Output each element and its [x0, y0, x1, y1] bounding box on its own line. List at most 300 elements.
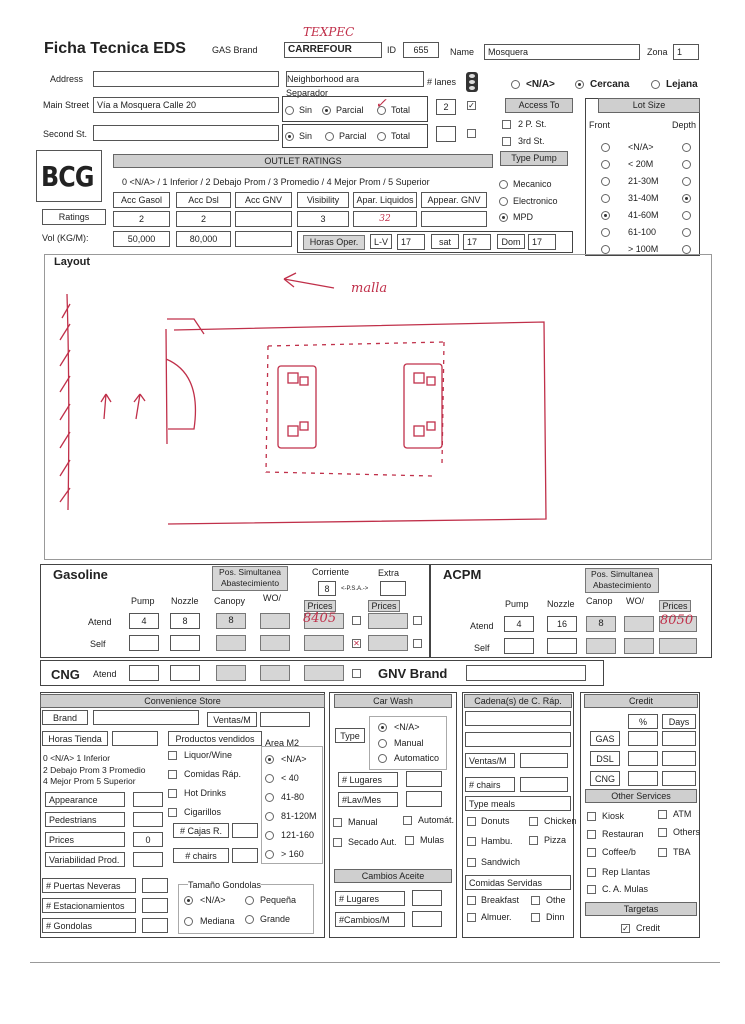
store-title: Convenience Store — [40, 694, 325, 708]
credit-title: Credit — [584, 694, 698, 708]
gas-self-check-2[interactable] — [413, 639, 422, 648]
producto-checkbox-2[interactable] — [168, 789, 177, 798]
store-metric-field-0[interactable] — [133, 792, 163, 807]
carwash-lav-label: #Lav/Mes — [338, 792, 398, 807]
acpm-col-wo: WO/ — [626, 596, 644, 606]
lot-front-radio-1[interactable] — [601, 160, 610, 169]
access-2pst-label: 2 P. St. — [518, 119, 547, 129]
gondolas-mediana-label: Mediana — [200, 916, 235, 926]
meal-donuts-label: Donuts — [481, 816, 510, 826]
area-radio-5[interactable] — [265, 850, 274, 859]
gas-self-price-2[interactable] — [368, 635, 408, 651]
credit-row-days-0[interactable] — [662, 731, 696, 746]
bcg-logo — [36, 150, 102, 202]
other-service-checkbox-3[interactable] — [658, 828, 667, 837]
gas-col-wo: WO/ — [263, 593, 281, 603]
gas-self-label: Self — [90, 639, 106, 649]
separador-sin-radio[interactable] — [285, 106, 294, 115]
meal-hambu-label: Hambu. — [481, 836, 513, 846]
layout-title: Layout — [54, 256, 91, 268]
outlet-vol-0[interactable]: 50,000 — [113, 231, 170, 247]
gas-self-canopy[interactable] — [216, 635, 246, 651]
carwash-manual-checkbox[interactable] — [333, 818, 342, 827]
dom-field[interactable]: 17 — [528, 234, 556, 250]
gondolas-pequena-label: Pequeña — [260, 895, 297, 905]
credit-row-days-1[interactable] — [662, 751, 696, 766]
comida-othe-label: Othe — [546, 895, 566, 905]
outlet-col-4: Apar. Liquidos — [353, 192, 417, 208]
store-metric-field-2[interactable]: 0 — [133, 832, 163, 847]
form-title: Ficha Tecnica EDS — [44, 40, 186, 57]
pump-electronico-radio[interactable] — [499, 197, 508, 206]
lv-label: L-V — [370, 234, 392, 249]
store-chairs-label: # chairs — [173, 848, 229, 863]
lot-option-label-0: <N/A> — [628, 142, 654, 152]
producto-label-0: Liquor/Wine — [184, 750, 233, 760]
area-label-4: 121-160 — [281, 830, 315, 840]
other-service-label-0: Kiosk — [602, 811, 625, 821]
meal-sandwich-label: Sandwich — [481, 857, 521, 867]
outlet-col-0: Acc Gasol — [113, 192, 170, 208]
psa-label: <-P.S.A.-> — [341, 586, 369, 592]
acpm-atend-canop[interactable]: 8 — [586, 616, 616, 632]
store-chairs-field[interactable] — [232, 848, 258, 863]
outlet-rating-5[interactable] — [421, 211, 487, 227]
outlet-vol-1[interactable]: 80,000 — [176, 231, 231, 247]
credit-row-label-0: GAS — [590, 731, 620, 746]
lot-depth-radio-1[interactable] — [682, 160, 691, 169]
gas-atend-wo[interactable] — [260, 613, 290, 629]
cadena-chairs-field[interactable] — [520, 777, 568, 792]
meal-pizza-checkbox[interactable] — [529, 836, 538, 845]
carwash-manual-check-label: Manual — [348, 817, 378, 827]
store-horas-label: Horas Tienda — [42, 731, 108, 746]
extra-label: Extra — [378, 568, 400, 578]
outlet-scale: 0 <N/A> / 1 Inferior / 2 Debajo Prom / 3 Promedio / 4 Mejor Prom / 5 Superior — [122, 177, 430, 187]
acpm-pos-sim: Pos. Simultanea Abastecimiento — [585, 568, 659, 593]
carwash-auto-label: Automatico — [394, 753, 440, 763]
acpm-title: ACPM — [443, 567, 482, 582]
separador-parcial-radio[interactable] — [322, 106, 331, 115]
cadena-ventas-label: Ventas/M — [465, 753, 515, 768]
gas-self-nozzle[interactable] — [170, 635, 200, 651]
separador-parcial-label: Parcial — [336, 105, 364, 115]
lanes-checkbox[interactable]: ✓ — [468, 101, 475, 110]
lot-front-radio-6[interactable] — [601, 245, 610, 254]
outlet-col-2: Acc GNV — [235, 192, 292, 208]
credit-row-label-2: CNG — [590, 771, 620, 786]
area-radio-1[interactable] — [265, 774, 274, 783]
carwash-mulas-checkbox[interactable] — [405, 836, 414, 845]
gas-brand-field[interactable]: CARREFOUR — [284, 42, 382, 58]
carwash-secado-checkbox[interactable] — [333, 838, 342, 847]
area-label-0: <N/A> — [281, 754, 307, 764]
acpm-self-nozzle[interactable] — [547, 638, 577, 654]
producto-label-2: Hot Drinks — [184, 788, 227, 798]
store-productos-label: Productos vendidos — [168, 731, 262, 746]
acpm-self-wo[interactable] — [624, 638, 654, 654]
gas-col-prices-1: Prices — [304, 600, 336, 612]
access-3rd-label: 3rd St. — [518, 136, 545, 146]
lot-depth-radio-3[interactable] — [682, 194, 691, 203]
gas-atend-nozzle[interactable]: 8 — [170, 613, 200, 629]
gondolas-label: Tamaño Gondolas — [188, 880, 262, 890]
acpm-col-canop: Canop — [586, 596, 613, 606]
carwash-type-label: Type — [335, 728, 365, 743]
area-radio-2[interactable] — [265, 793, 274, 802]
cadena-chairs-label: # chairs — [465, 777, 515, 792]
lot-depth-radio-0[interactable] — [682, 143, 691, 152]
neighborhood-field[interactable] — [286, 71, 424, 87]
area-label-2: 41-80 — [281, 792, 305, 802]
lot-depth-radio-6[interactable] — [682, 245, 691, 254]
gasoline-pos-sim: Pos. Simultanea Abastecimiento — [212, 566, 288, 591]
second-st-label: Second St. — [43, 129, 88, 139]
producto-checkbox-0[interactable] — [168, 751, 177, 760]
carwash-secado-check-label: Secado Aut. — [348, 837, 397, 847]
address-field[interactable] — [93, 71, 279, 87]
gas-brand-handwritten: TEXPEC — [303, 25, 355, 39]
other-services-title: Other Services — [585, 789, 697, 803]
cng-atend-wo[interactable] — [260, 665, 290, 681]
gas-brand-label: GAS Brand — [212, 45, 258, 55]
lot-front-label: Front — [589, 120, 611, 130]
cadena-comidas-title: Comidas Servidas — [465, 875, 571, 890]
gas-col-nozzle: Nozzle — [171, 596, 199, 606]
lot-option-label-6: > 100M — [628, 244, 659, 254]
store-ventas-label: Ventas/M — [207, 712, 257, 727]
area-label-5: > 160 — [281, 849, 304, 859]
comida-breakfast-label: Breakfast — [481, 895, 520, 905]
lot-depth-radio-5[interactable] — [682, 228, 691, 237]
gondolas-mediana-radio[interactable] — [184, 917, 193, 926]
gondolas-grande-radio[interactable] — [245, 915, 254, 924]
lot-front-radio-2[interactable] — [601, 177, 610, 186]
credit-row-label-1: DSL — [590, 751, 620, 766]
second-st-sin-label: Sin — [299, 131, 313, 141]
store-area-label: Area M2 — [265, 738, 300, 748]
lot-option-label-2: 21-30M — [628, 176, 659, 186]
other-service-checkbox-1[interactable] — [658, 810, 667, 819]
cambios-title: Cambios Aceite — [334, 869, 452, 883]
comida-othe-checkbox[interactable] — [531, 896, 540, 905]
main-street-label: Main Street — [43, 100, 90, 110]
gas-col-pump: Pump — [131, 596, 155, 606]
separador-sin-label: Sin — [299, 105, 313, 115]
gasoline-title: Gasoline — [53, 567, 108, 582]
pump-mpd-label: MPD — [513, 212, 533, 222]
store-metric-field-3[interactable] — [133, 852, 163, 867]
gas-atend-canopy[interactable]: 8 — [216, 613, 246, 629]
neighborhood-label: Neighborhood ara — [287, 74, 360, 84]
gas-atend-price-2[interactable] — [368, 613, 408, 629]
store-metric-label-1: Pedestrians — [45, 812, 125, 827]
acpm-self-canop[interactable] — [586, 638, 616, 654]
producto-label-1: Comidas Ráp. — [184, 769, 242, 779]
comida-dinn-checkbox[interactable] — [531, 913, 540, 922]
second-st-parcial-label: Parcial — [339, 131, 367, 141]
cadena-field-2[interactable] — [465, 732, 571, 747]
acpm-self-pump[interactable] — [504, 638, 534, 654]
cng-atend-pump[interactable] — [129, 665, 159, 681]
gas-atend-check-2[interactable] — [413, 616, 422, 625]
lanes-label: # lanes — [427, 77, 457, 87]
other-service-checkbox-7[interactable] — [587, 885, 596, 894]
lv-field[interactable]: 17 — [397, 234, 425, 250]
store-count-field-0[interactable] — [142, 878, 168, 893]
cadena-title: Cadena(s) de C. Ráp. — [464, 694, 572, 708]
sketch-lot-outline — [168, 322, 546, 524]
proximity-na-label: <N/A> — [526, 79, 555, 90]
lot-depth-radio-4[interactable] — [682, 211, 691, 220]
corriente-label: Corriente — [312, 567, 350, 577]
second-st-field[interactable] — [93, 125, 279, 141]
outlet-rating-0[interactable]: 2 — [113, 211, 170, 227]
other-service-checkbox-5[interactable] — [658, 848, 667, 857]
targetas-credit-label: Credit — [636, 923, 661, 933]
meal-chicken-label: Chicken — [544, 816, 577, 826]
carwash-manual-radio[interactable] — [378, 739, 387, 748]
gondolas-group — [178, 884, 314, 934]
cambios-lugares-label: # Lugares — [335, 891, 405, 906]
outlet-vol-2[interactable] — [235, 231, 292, 247]
lot-option-label-1: < 20M — [628, 159, 654, 169]
other-service-checkbox-2[interactable] — [587, 830, 596, 839]
gondolas-pequena-radio[interactable] — [245, 896, 254, 905]
second-st-total-radio[interactable] — [377, 132, 386, 141]
second-st-parcial-radio[interactable] — [325, 132, 334, 141]
acpm-atend-wo[interactable] — [624, 616, 654, 632]
producto-checkbox-1[interactable] — [168, 770, 177, 779]
sat-label: sat — [431, 234, 459, 249]
other-service-label-7: C. A. Mulas — [602, 884, 649, 894]
zona-field[interactable]: 1 — [673, 44, 699, 60]
access-3rd-checkbox[interactable] — [502, 137, 511, 146]
carwash-mulas-check-label: Mulas — [420, 835, 445, 845]
cng-atend-canopy[interactable] — [216, 665, 246, 681]
carwash-na-radio[interactable] — [378, 723, 387, 732]
id-field[interactable]: 655 — [403, 42, 439, 58]
cadena-field-1[interactable] — [465, 711, 571, 726]
producto-label-3: Cigarillos — [184, 807, 222, 817]
acpm-atend-nozzle[interactable]: 16 — [547, 616, 577, 632]
other-service-checkbox-6[interactable] — [587, 868, 596, 877]
second-lanes-checkbox[interactable] — [467, 129, 476, 138]
separador-total-label: Total — [391, 105, 411, 115]
acpm-self-price[interactable] — [659, 638, 697, 654]
outlet-rating-4[interactable]: 32 — [353, 211, 417, 227]
meal-hambu-checkbox[interactable] — [467, 837, 476, 846]
lot-option-label-5: 61-100 — [628, 227, 657, 237]
store-horas-field[interactable] — [112, 731, 158, 746]
lot-front-radio-0[interactable] — [601, 143, 610, 152]
store-metric-label-3: Variabilidad Prod. — [45, 852, 125, 867]
credit-row-pct-2[interactable] — [628, 771, 658, 786]
carwash-na-label: <N/A> — [394, 722, 420, 732]
traffic-light-icon — [466, 72, 478, 92]
proximity-na-radio[interactable] — [511, 80, 520, 89]
cng-atend-label: Atend — [93, 669, 117, 679]
gnv-brand-label: GNV Brand — [378, 666, 448, 681]
credit-days-label: Days — [662, 714, 696, 729]
gas-col-prices-2: Prices — [368, 600, 400, 612]
gnv-brand-field[interactable] — [466, 665, 586, 681]
store-scale-line-1: 0 <N/A> 1 Inferior — [43, 753, 111, 763]
credit-row-pct-0[interactable] — [628, 731, 658, 746]
access-2pst-checkbox[interactable] — [502, 120, 511, 129]
outlet-rating-3[interactable]: 3 — [297, 211, 349, 227]
gondolas-grande-label: Grande — [260, 914, 291, 924]
acpm-col-nozzle: Nozzle — [547, 599, 575, 609]
carwash-automat-check-label: Automát. — [418, 815, 455, 825]
cng-title: CNG — [51, 667, 80, 682]
carwash-auto-radio[interactable] — [378, 754, 387, 763]
store-cajas-label: # Cajas R. — [173, 823, 229, 838]
meal-donuts-checkbox[interactable] — [467, 817, 476, 826]
gas-self-price-1[interactable] — [304, 635, 344, 651]
targetas-credit-checkbox[interactable]: ✓ — [622, 924, 629, 933]
acpm-price-handwritten: 8050 — [660, 613, 694, 628]
name-field[interactable]: Mosquera — [484, 44, 640, 60]
cambios-lugares-field[interactable] — [412, 890, 442, 906]
outlet-rating-1[interactable]: 2 — [176, 211, 231, 227]
proximity-lejana-label: Lejana — [666, 79, 698, 90]
comida-almuer-label: Almuer. — [481, 912, 512, 922]
other-service-label-3: Others — [673, 827, 701, 837]
store-count-label-1: # Estacionamientos — [42, 898, 136, 913]
sketch-arrow-line — [284, 279, 334, 288]
lot-front-radio-3[interactable] — [601, 194, 610, 203]
other-service-checkbox-0[interactable] — [587, 812, 596, 821]
comida-dinn-label: Dinn — [546, 912, 565, 922]
pump-mpd-radio[interactable] — [499, 213, 508, 222]
outlet-col-3: Visibility — [297, 192, 349, 208]
store-brand-field[interactable] — [93, 710, 199, 725]
bcg-logo-text: BCG — [41, 160, 94, 193]
cambios-mes-field[interactable] — [412, 911, 442, 927]
store-cajas-field[interactable] — [232, 823, 258, 838]
cng-atend-check[interactable] — [352, 669, 361, 678]
store-count-field-2[interactable] — [142, 918, 168, 933]
corriente-field[interactable]: 8 — [318, 581, 336, 596]
id-label: ID — [387, 45, 396, 55]
carwash-automat-checkbox[interactable] — [403, 816, 412, 825]
acpm-col-pump: Pump — [505, 599, 529, 609]
acpm-atend-label: Atend — [470, 621, 494, 631]
second-lanes-field[interactable] — [436, 126, 456, 142]
meal-chicken-checkbox[interactable] — [529, 817, 538, 826]
layout-sketch-note: malla — [351, 281, 388, 296]
lot-depth-label: Depth — [672, 120, 697, 130]
gas-self-wo[interactable] — [260, 635, 290, 651]
layout-sketch — [44, 254, 712, 560]
cng-atend-price[interactable] — [304, 665, 344, 681]
store-count-field-1[interactable] — [142, 898, 168, 913]
pump-mecanico-label: Mecanico — [513, 179, 552, 189]
carwash-lav-field[interactable] — [406, 791, 442, 807]
carwash-manual-label: Manual — [394, 738, 424, 748]
gas-col-canopy: Canopy — [214, 596, 246, 606]
credit-row-pct-1[interactable] — [628, 751, 658, 766]
lot-front-radio-5[interactable] — [601, 228, 610, 237]
outlet-col-1: Acc Dsl — [176, 192, 231, 208]
outlet-rating-2[interactable] — [235, 211, 292, 227]
gas-self-check-1[interactable]: ✕ — [353, 639, 360, 648]
cadena-ventas-field[interactable] — [520, 753, 568, 768]
comida-almuer-checkbox[interactable] — [467, 913, 476, 922]
address-label: Address — [50, 74, 84, 84]
proximity-lejana-radio[interactable] — [651, 80, 660, 89]
store-count-label-0: # Puertas Neveras — [42, 878, 136, 893]
credit-row-days-2[interactable] — [662, 771, 696, 786]
sketch-canopy — [266, 342, 444, 476]
gas-atend-check-1[interactable] — [352, 616, 361, 625]
pump-mecanico-radio[interactable] — [499, 180, 508, 189]
area-label-1: < 40 — [281, 773, 299, 783]
lot-front-radio-4[interactable] — [601, 211, 610, 220]
area-radio-4[interactable] — [265, 831, 274, 840]
sat-field[interactable]: 17 — [463, 234, 491, 250]
outlet-ratings-title: OUTLET RATINGS — [113, 154, 493, 168]
lot-option-label-3: 31-40M — [628, 193, 659, 203]
cng-atend-nozzle[interactable] — [170, 665, 200, 681]
producto-checkbox-3[interactable] — [168, 808, 177, 817]
proximity-cercana-label: Cercana — [590, 79, 630, 90]
store-ventas-field[interactable] — [260, 712, 310, 727]
store-scale-line-2: 2 Debajo Prom 3 Promedio — [43, 765, 146, 775]
extra-field[interactable] — [380, 581, 406, 596]
credit-pct-label: % — [628, 714, 658, 729]
store-metric-label-2: Prices — [45, 832, 125, 847]
cadena-type-meals: Type meals — [465, 796, 571, 811]
second-st-total-label: Total — [391, 131, 411, 141]
ratings-label: Ratings — [42, 209, 106, 225]
outlet-col-5: Appear. GNV — [421, 192, 487, 208]
other-service-checkbox-4[interactable] — [587, 848, 596, 857]
gondolas-na-radio[interactable] — [184, 896, 193, 905]
area-radio-3[interactable] — [265, 812, 274, 821]
pump-electronico-label: Electronico — [513, 196, 558, 206]
page-bottom-rule — [30, 962, 720, 963]
gas-atend-pump[interactable]: 4 — [129, 613, 159, 629]
meal-sandwich-checkbox[interactable] — [467, 858, 476, 867]
acpm-atend-pump[interactable]: 4 — [504, 616, 534, 632]
zona-label: Zona — [647, 47, 668, 57]
carwash-lugares-field[interactable] — [406, 771, 442, 787]
type-pump-title: Type Pump — [500, 151, 568, 166]
other-service-label-4: Coffee/b — [602, 847, 636, 857]
lot-option-label-4: 41-60M — [628, 210, 659, 220]
store-metric-field-1[interactable] — [133, 812, 163, 827]
other-service-label-2: Restauran — [602, 829, 644, 839]
vol-label: Vol (KG/M): — [42, 233, 89, 243]
main-street-field[interactable]: Vía a Mosquera Calle 20 — [93, 97, 279, 113]
targetas-title: Targetas — [585, 902, 697, 916]
area-radio-0[interactable] — [265, 755, 274, 764]
check-mark-handwritten: ✓ — [375, 96, 387, 112]
store-brand-label: Brand — [42, 710, 88, 725]
comida-breakfast-checkbox[interactable] — [467, 896, 476, 905]
name-label: Name — [450, 47, 475, 57]
lot-size-title: Lot Size — [598, 98, 700, 113]
lot-depth-radio-2[interactable] — [682, 177, 691, 186]
lanes-field[interactable]: 2 — [436, 99, 456, 115]
proximity-cercana-radio[interactable] — [575, 80, 584, 89]
gas-self-pump[interactable] — [129, 635, 159, 651]
store-scale-line-3: 4 Mejor Prom 5 Superior — [43, 776, 136, 786]
second-st-sin-radio[interactable] — [285, 132, 294, 141]
gas-atend-label: Atend — [88, 617, 112, 627]
